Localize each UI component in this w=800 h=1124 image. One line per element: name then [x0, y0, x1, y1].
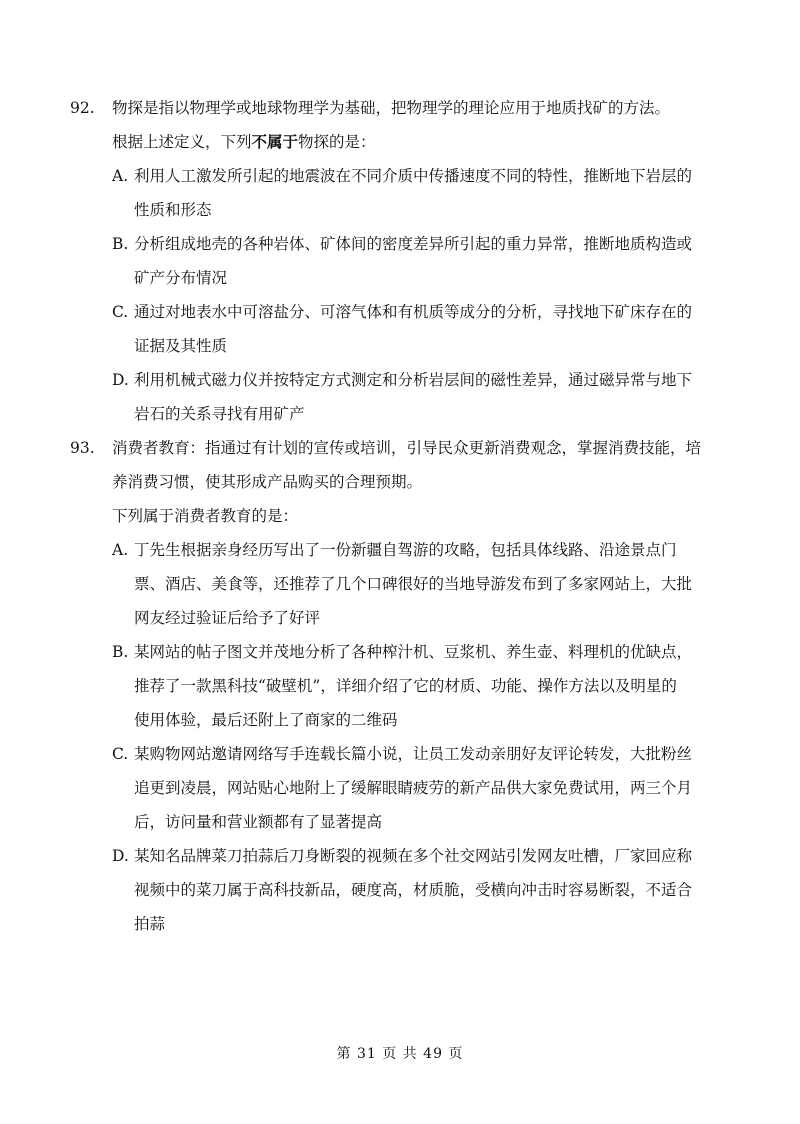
option-text: 分析组成地壳的各种岩体、矿体间的密度差异所引起的重力异常，推断地质构造或	[134, 235, 693, 253]
option-c	[70, 295, 730, 363]
stem-text: 消费者教育：指通过有计划的宣传或培训，引导民众更新消费观念，掌握消费技能，培	[112, 439, 702, 457]
option-text: 利用机械式磁力仪并按特定方式测定和分析岩层间的磁性差异，通过磁异常与地下	[134, 371, 693, 389]
option-b	[70, 635, 730, 737]
option-text: 某网站的帖子图文并茂地分析了各种榨汁机、豆浆机、养生壶、料理机的优缺点，	[134, 643, 693, 661]
option-b	[70, 227, 730, 295]
question-stem	[70, 431, 730, 465]
option-d	[70, 363, 730, 431]
question-stem	[70, 91, 730, 125]
option-text: 使用体验，最后还附上了商家的二维码	[134, 711, 398, 729]
option-a	[70, 159, 730, 227]
question-prompt: 下列属于消费者教育的是：	[112, 507, 299, 525]
option-label: C.	[112, 303, 129, 321]
option-label: A.	[112, 167, 129, 185]
option-text: 利用人工激发所引起的地震波在不同介质中传播速度不同的特性，推断地下岩层的	[134, 167, 693, 185]
option-text: 性质和形态	[134, 201, 212, 219]
option-c	[70, 737, 730, 839]
option-text: 推荐了一款黑科技“破壁机”，详细介绍了它的材质、功能、操作方法以及明星的	[134, 677, 677, 695]
option-text: 票、酒店、美食等，还推荐了几个口碑很好的当地导游发布到了多家网站上，大批	[134, 575, 693, 593]
question-92	[70, 91, 730, 431]
option-text: 视频中的菜刀属于高科技新品，硬度高，材质脆，受横向冲击时容易断裂，不适合	[134, 881, 693, 899]
option-text: 证据及其性质	[134, 337, 228, 355]
page-footer: 第 31 页 共 49 页	[336, 1046, 464, 1062]
prompt-emphasis: 不属于	[251, 132, 299, 151]
option-text: 丁先生根据亲身经历写出了一份新疆自驾游的攻略，包括具体线路、沿途景点门	[134, 541, 677, 559]
option-text: 拍蒜	[134, 915, 166, 933]
option-label: A.	[112, 541, 129, 559]
option-text: 矿产分布情况	[134, 269, 228, 287]
option-label: B.	[112, 235, 129, 253]
option-text: 追更到凌晨，网站贴心地附上了缓解眼睛疲劳的新产品供大家免费试用，两三个月	[134, 779, 693, 797]
option-label: D.	[112, 847, 129, 865]
option-label: C.	[112, 745, 129, 763]
stem-text: 物探是指以物理学或地球物理学为基础，把物理学的理论应用于地质找矿的方法。	[112, 99, 671, 117]
question-93	[70, 431, 730, 941]
question-prompt	[70, 125, 730, 159]
option-text: 岩石的关系寻找有用矿产	[134, 405, 305, 423]
option-text: 网友经过验证后给予了好评	[134, 609, 321, 627]
option-label: D.	[112, 371, 129, 389]
question-number: 92.	[70, 99, 95, 117]
prompt-text-end: 物探的是：	[298, 133, 376, 151]
prompt-text: 根据上述定义，下列	[112, 133, 252, 151]
stem-text: 养消费习惯，使其形成产品购买的合理预期。	[112, 473, 423, 491]
option-text: 某知名品牌菜刀拍蒜后刀身断裂的视频在多个社交网站引发网友吐槽，厂家回应称	[134, 847, 693, 865]
option-text: 某购物网站邀请网络写手连载长篇小说，让员工发动亲朋好友评论转发，大批粉丝	[134, 745, 693, 763]
question-number: 93.	[70, 439, 95, 457]
option-a	[70, 533, 730, 635]
option-text: 通过对地表水中可溶盐分、可溶气体和有机质等成分的分析，寻找地下矿床存在的	[134, 303, 693, 321]
option-text: 后，访问量和营业额都有了显著提高	[134, 813, 383, 831]
option-d	[70, 839, 730, 941]
option-label: B.	[112, 643, 129, 661]
